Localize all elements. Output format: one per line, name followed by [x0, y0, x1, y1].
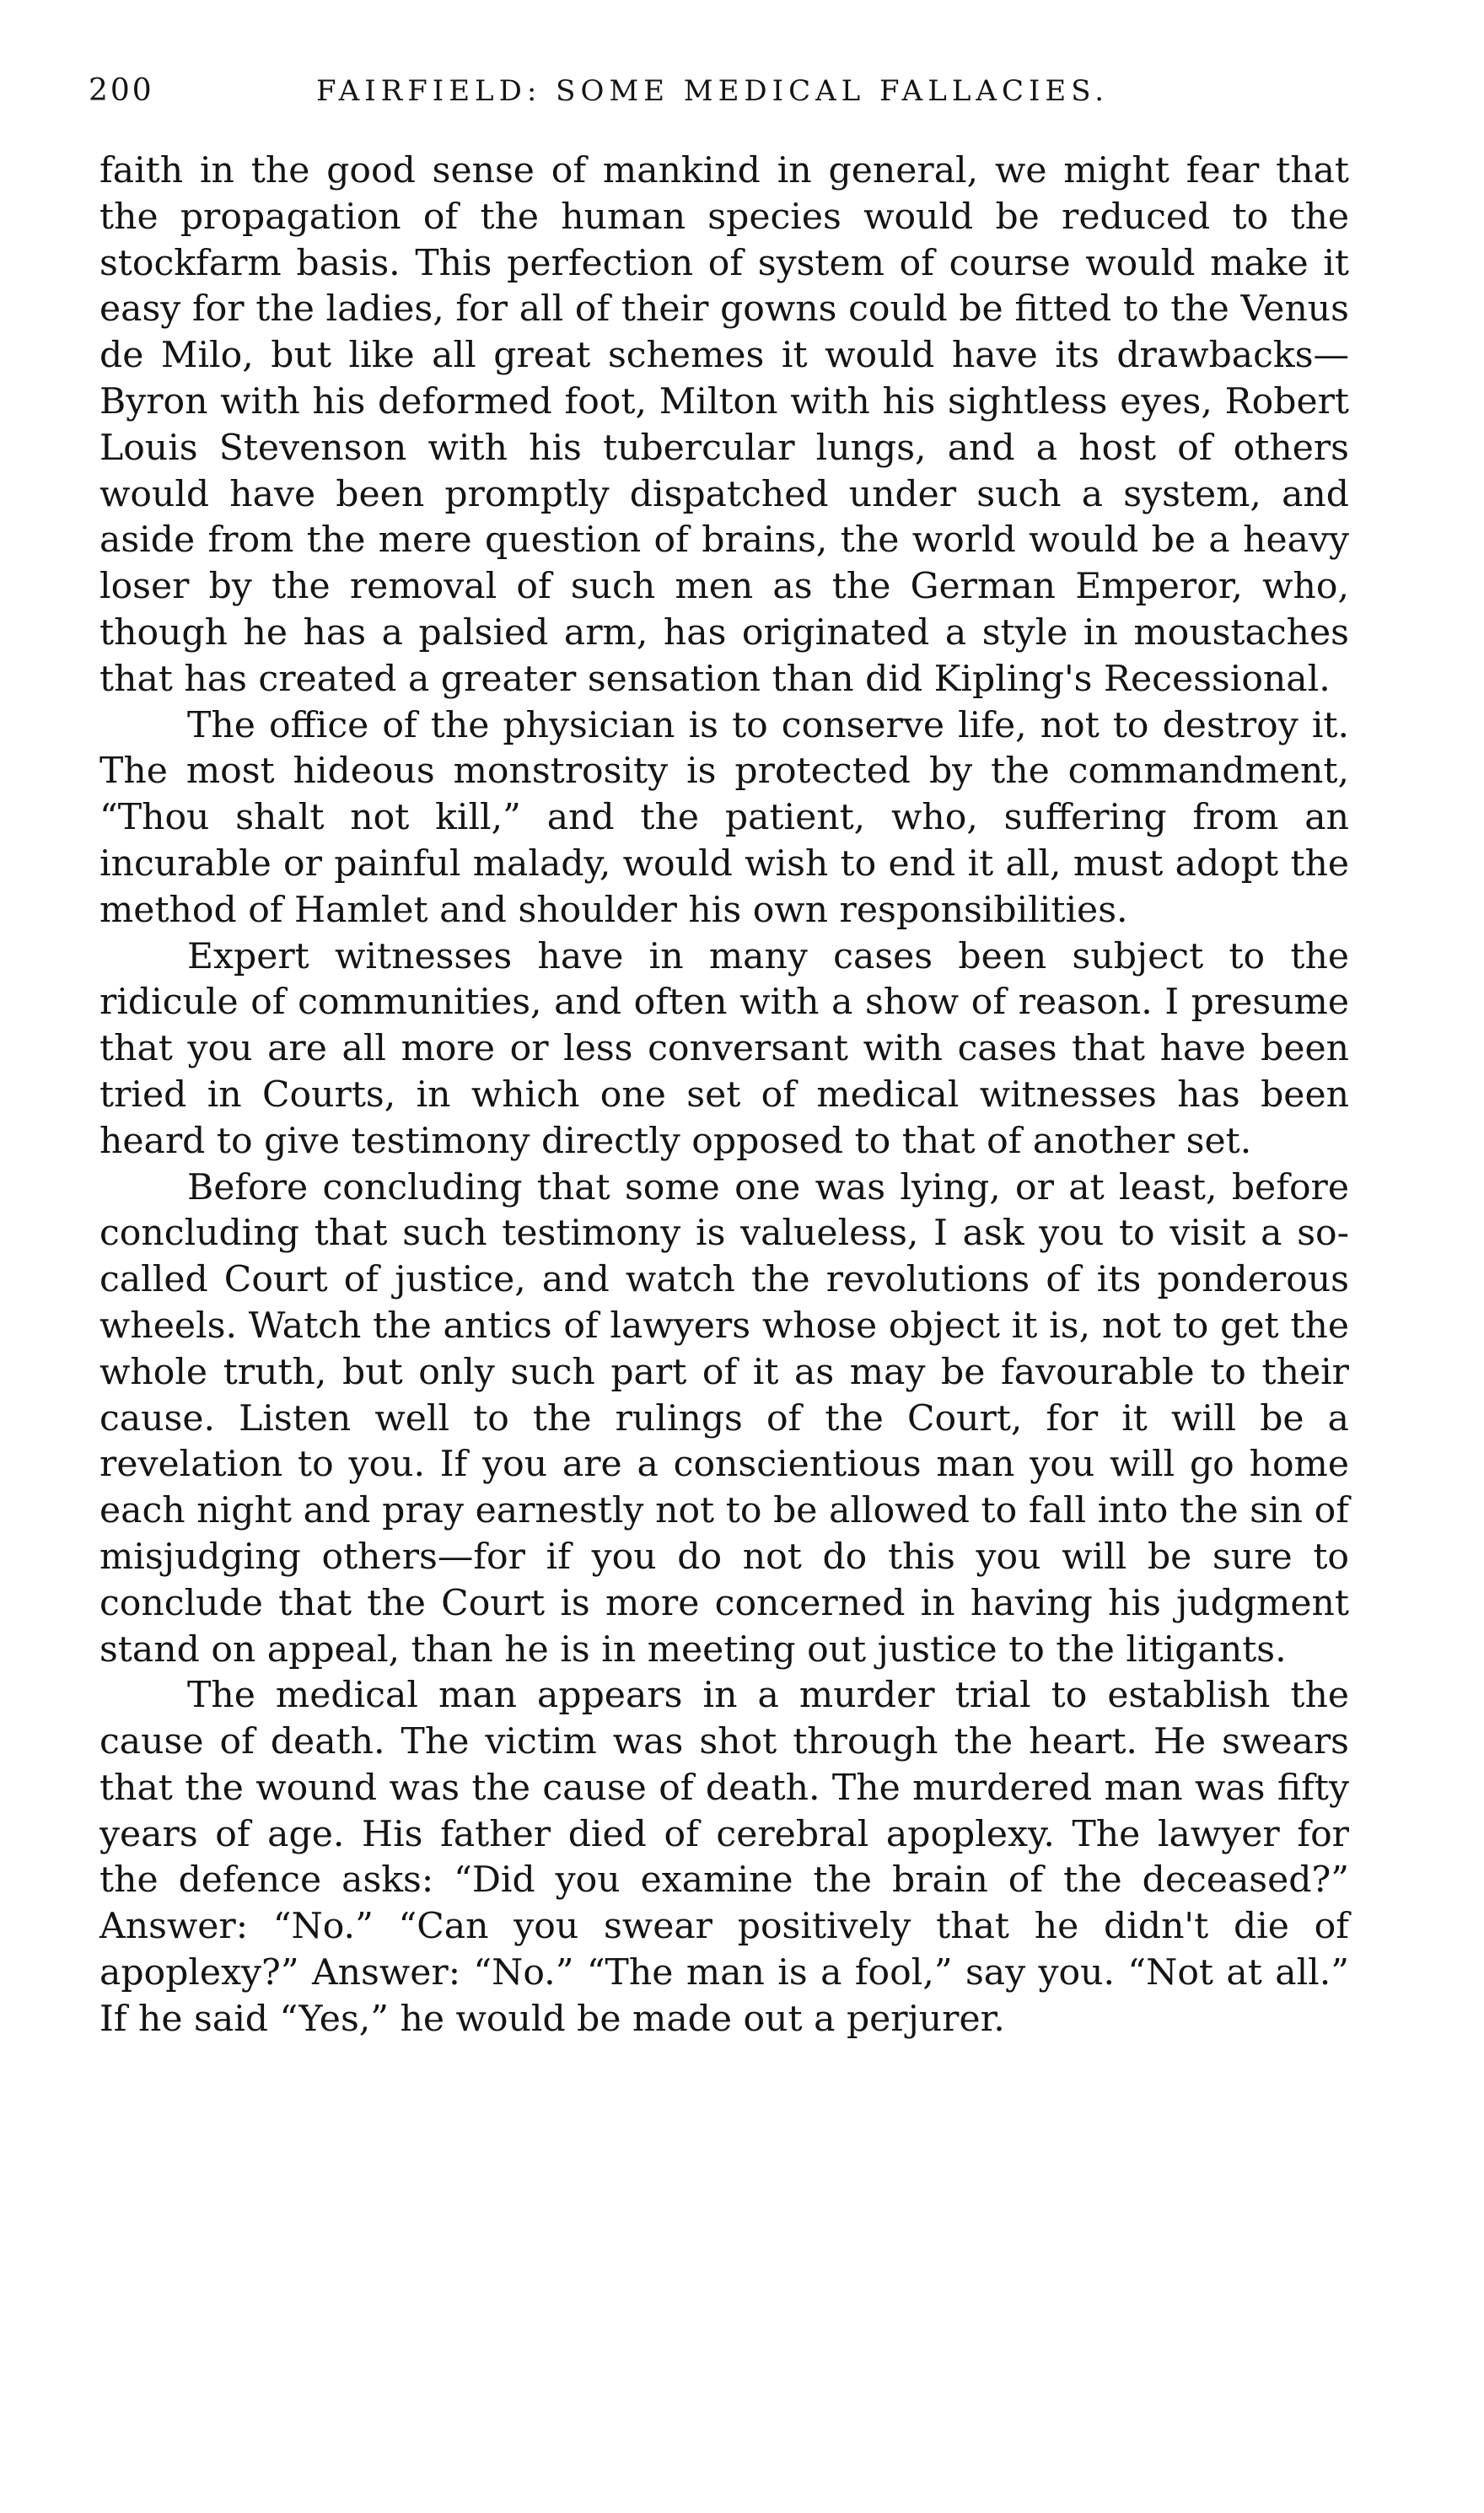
- paragraph-court-of-justice: Before concluding that some one was lying, or at least, before concluding that such testimony is valueless, I ask you to visit a so-called Court of justice, and watch the revolutions of its ponderous wheels. Watch the antics of lawyers whose object it is, not to get the whole truth, but only such part of it as may be favourable to their cause. Listen well to the rulings of the Court, for it will be a revelation to you. If you are a conscientious man you will go home each night and pray earnestly not to be allowed to fall into the sin of misjudging others—for if you do not do this you will be sure to conclude that the Court is more concerned in having his judgment stand on appeal, than he is in meeting out justice to the litigants.: [99, 1166, 1349, 1671]
- page-number: 200: [89, 73, 154, 108]
- running-head: [89, 66, 1387, 116]
- running-title: FAIRFIELD: SOME MEDICAL FALLACIES.: [316, 74, 1110, 108]
- paragraph-murder-trial: The medical man appears in a murder trial to establish the cause of death. The victim was shot through the heart. He swears that the wound was the cause of death. The murdered man was fifty years of age. His father died of cerebral apoplexy. The lawyer for the defence asks: “Did you examine the brain of the deceased?” Answer: “No.” “Can you swear positively that he didn't die of apoplexy?” Answer: “No.” “The man is a fool,” say you. “Not at all.” If he said “Yes,” he would be made out a perjurer.: [99, 1675, 1349, 2040]
- body-text: [99, 148, 1349, 2043]
- paragraph-continuation: faith in the good sense of mankind in general, we might fear that the propagation of the human species would be reduced to the stockfarm basis. This perfection of system of course would make it easy for the ladies, for all of their gowns could be fitted to the Venus de Milo, but like all great schemes it would have its drawbacks—Byron with his deformed foot, Milton with his sightless eyes, Robert Louis Stevenson with his tubercular lungs, and a host of others would have been promptly dispatched under such a system, and aside from the mere question of brains, the world would be a heavy loser by the removal of such men as the German Emperor, who, though he has a palsied arm, has originated a style in moustaches that has created a greater sensation than did Kipling's Recessional.: [99, 150, 1349, 700]
- paragraph-expert-witnesses: Expert witnesses have in many cases been subject to the ridicule of communities, and often with a show of reason. I presume that you are all more or less conversant with cases that have been tried in Courts, in which one set of medical witnesses has been heard to give testimony directly opposed to that of another set.: [99, 935, 1349, 1162]
- paragraph-physician-office: The office of the physician is to conserve life, not to destroy it. The most hideous monstrosity is protected by the commandment, “Thou shalt not kill,” and the patient, who, suffering from an incurable or painful malady, would wish to end it all, must adopt the method of Hamlet and shoulder his own responsibilities.: [99, 704, 1349, 931]
